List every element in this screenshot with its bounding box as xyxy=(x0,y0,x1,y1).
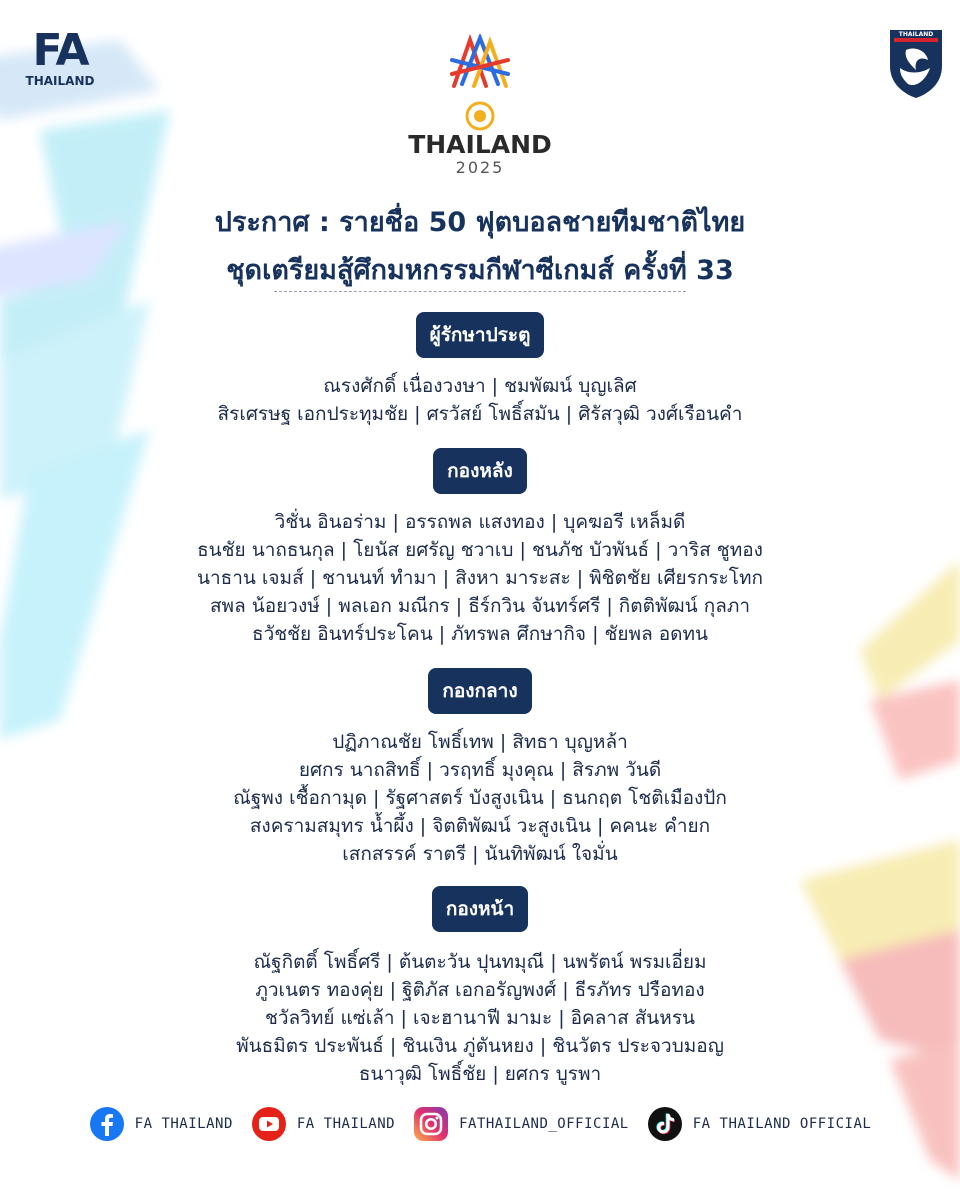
player-line: ภูวเนตร ทองคุ่ย | ฐิติภัส เอกอรัญพงศ์ | ธีรภัทร ปรือทอง xyxy=(255,979,705,1001)
facebook-link[interactable] xyxy=(89,1106,233,1142)
headline-line-2: ชุดเตรียมสู้ศึกมหกรรมกีฬาซีเกมส์ ครั้งที่ 33 xyxy=(226,255,734,286)
headline-divider xyxy=(274,291,686,292)
fa-thailand-logo xyxy=(24,25,96,88)
player-line: ธนชัย นาถธนกุล | โยนัส ยศรัญ ชวาเบ | ชนภัช บัวพันธ์ | วาริส ชูทอง xyxy=(197,539,763,561)
player-line: วิชั่น อินอร่าม | อรรถพล แสงทอง | บุคฆอรี เหล็มดี xyxy=(274,511,686,533)
section-midfielders-title: กองกลาง xyxy=(428,668,531,714)
national-team-crest-icon xyxy=(886,28,946,100)
youtube-label: FA THAILAND xyxy=(296,1116,396,1132)
social-footer xyxy=(0,1106,960,1142)
defenders-list xyxy=(60,508,900,648)
section-forwards-tag xyxy=(0,886,960,932)
player-line: สิรเศรษฐ เอกประทุมชัย | ศรวัสย์ โพธิ์สมัน | ศิรัสวุฒิ วงศ์เรือนคำ xyxy=(217,403,743,425)
games-title: THAILAND xyxy=(408,130,552,159)
player-line: ณัฐพง เชื้อกามุด | รัฐศาสตร์ บังสูงเนิน | ธนกฤต โชติเมืองปัก xyxy=(233,787,727,809)
youtube-icon xyxy=(251,1106,287,1142)
player-line: สพล น้อยวงษ์ | พลเอก มณีกร | ธีร์กวิน จันทร์ศรี | กิตติพัฒน์ กุลภา xyxy=(209,595,751,617)
sea-games-emblem-icon xyxy=(440,34,520,134)
player-line: ณรงศักดิ์ เนื่องวงษา | ชมพัฒน์ บุญเลิศ xyxy=(323,375,637,397)
player-line: ชวัลวิทย์ แซ่เล้า | เจะฮานาฟี มามะ | อิคลาส สันหรน xyxy=(264,1007,696,1029)
player-line: ปฏิภาณชัย โพธิ์เทพ | สิทธา บุญหล้า xyxy=(332,731,628,753)
player-line: ธนาวุฒิ โพธิ์ชัย | ยศกร บูรพา xyxy=(358,1063,602,1085)
forwards-list xyxy=(60,948,900,1088)
instagram-link[interactable] xyxy=(413,1106,629,1142)
games-year: 2025 xyxy=(455,158,505,177)
player-line: เสกสรรค์ ราตรี | นันทิพัฒน์ ใจมั่น xyxy=(342,843,618,865)
fa-logo-subtitle: THAILAND xyxy=(25,74,95,88)
headline-line-1: ประกาศ : รายชื่อ 50 ฟุตบอลชายทีมชาติไทย xyxy=(214,207,746,238)
instagram-icon xyxy=(413,1106,449,1142)
youtube-link[interactable] xyxy=(251,1106,395,1142)
section-defenders-tag xyxy=(0,448,960,494)
facebook-icon xyxy=(89,1106,125,1142)
player-line: นาธาน เจมส์ | ชานนท์ ทำมา | สิงหา มาระสะ | พิชิตชัย เศียรกระโทก xyxy=(196,567,763,589)
player-line: ณัฐกิตติ์ โพธิ์ศรี | ต้นตะวัน ปุนทมุณี | นพรัตน์ พรมเอี่ยม xyxy=(253,951,707,973)
crest-text: THAILAND xyxy=(898,31,934,38)
section-goalkeepers-title: ผู้รักษาประตู xyxy=(416,312,545,358)
fa-logo-mark: FA xyxy=(32,25,88,76)
section-defenders-title: กองหลัง xyxy=(433,448,527,494)
section-midfielders-tag xyxy=(0,668,960,714)
instagram-label: FATHAILAND_OFFICIAL xyxy=(459,1116,629,1132)
tiktok-label: FA THAILAND OFFICIAL xyxy=(692,1116,872,1132)
player-line: ธวัชชัย อินทร์ประโคน | ภัทรพล ศึกษากิจ | ชัยพล อดทน xyxy=(251,623,709,645)
player-line: พันธมิตร ประพันธ์ | ชินเงิน ภู่ตันหยง | ชินวัตร ประจวบมอญ xyxy=(236,1035,724,1057)
goalkeepers-list xyxy=(60,372,900,428)
player-line: ยศกร นาถสิทธิ์ | วรฤทธิ์ มุงคุณ | สิรภพ วันดี xyxy=(298,759,662,781)
player-line: สงครามสมุทร น้ำผึ้ง | จิตติพัฒน์ วะสูงเนิน | คคนะ คำยก xyxy=(249,815,711,837)
section-forwards-title: กองหน้า xyxy=(432,886,528,932)
section-goalkeepers-tag xyxy=(0,312,960,358)
tiktok-icon xyxy=(647,1106,683,1142)
facebook-label: FA THAILAND xyxy=(134,1116,233,1132)
tiktok-link[interactable] xyxy=(647,1106,872,1142)
midfielders-list xyxy=(60,728,900,868)
